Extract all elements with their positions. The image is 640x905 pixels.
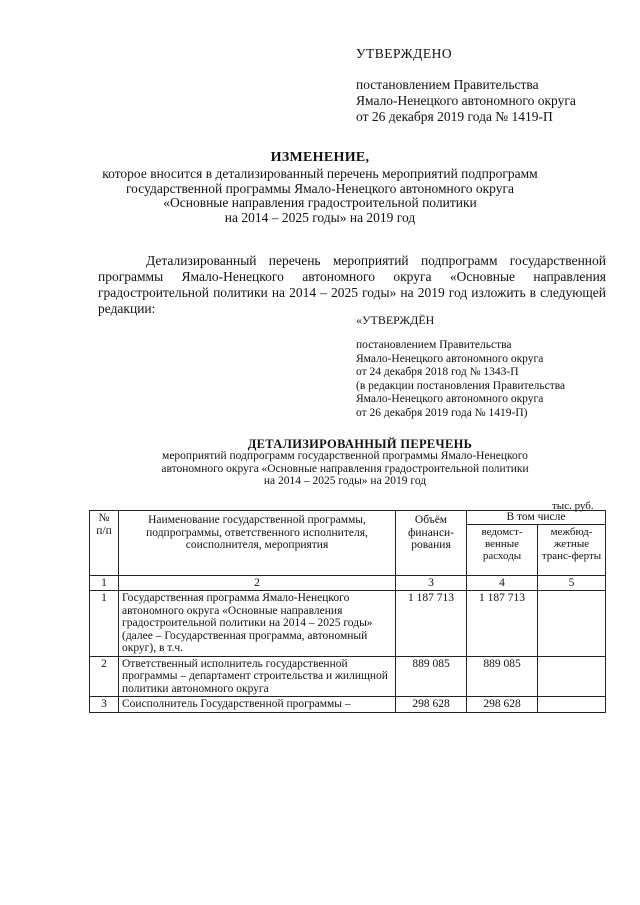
- approval-line: постановлением Правительства: [356, 77, 539, 92]
- row-volume: 1 187 713: [396, 591, 467, 657]
- body-paragraph-text: Детализированный перечень мероприятий подпрограмм государственной программы Ямало-Ненецкого автономного округа «Основные направления градостроительной политики на 2014 – 2025 годы» на 2019 год изложить в следующей редакции:: [98, 253, 606, 316]
- inner-approval-line: Ямало-Ненецкого автономного округа: [356, 352, 544, 365]
- row-dept-expenses: 298 628: [467, 697, 538, 713]
- inner-approval-heading: «УТВЕРЖДЁН: [356, 313, 435, 327]
- row-num: 3: [90, 697, 119, 713]
- row-num: 1: [90, 591, 119, 657]
- change-subtitle-line: государственной программы Ямало-Ненецкого автономного округа: [125, 180, 515, 196]
- approval-heading: УТВЕРЖДЕНО: [356, 46, 453, 61]
- table-row: [90, 697, 606, 713]
- body-paragraph: [98, 253, 606, 317]
- inner-approval-line: постановлением Правительства: [356, 339, 512, 351]
- column-number: 5: [538, 575, 606, 591]
- inner-approval-line: (в редакции постановления Правительства: [356, 379, 566, 392]
- units-label: тыс. руб.: [552, 500, 594, 512]
- list-subtitle-line: на 2014 – 2025 годы» на 2019 год: [263, 475, 427, 487]
- inner-approval-line: от 26 декабря 2019 года № 1419-П): [356, 406, 528, 419]
- row-name: Ответственный исполнитель государственной программы – департамент строительства и жилищной политики автономного округа: [119, 656, 396, 697]
- row-dept-expenses: 889 085: [467, 656, 538, 697]
- change-subtitle-line: на 2014 – 2025 годы» на 2019 год: [224, 209, 416, 225]
- change-title: ИЗМЕНЕНИЕ,: [270, 150, 370, 165]
- header-transfers: межбюд-жетные транс-ферты: [538, 524, 606, 575]
- row-transfers: [538, 697, 606, 713]
- header-num: № п/п: [90, 511, 119, 576]
- list-subtitle: [0, 450, 640, 488]
- column-number-row: [90, 575, 606, 591]
- table-row: [90, 656, 606, 697]
- header-volume: Объём финанси-рования: [396, 511, 467, 576]
- financing-table: [89, 510, 606, 713]
- change-subtitle-line: «Основные направления градостроительной политики: [163, 195, 477, 210]
- row-volume: 298 628: [396, 697, 467, 713]
- column-number: 3: [396, 575, 467, 591]
- header-including: В том числе: [467, 511, 606, 525]
- change-subtitle: [0, 167, 640, 225]
- change-subtitle-line: которое вносится в детализированный перечень мероприятий подпрограмм: [102, 166, 538, 181]
- header-dept-expenses: ведомст-венные расходы: [467, 524, 538, 575]
- list-subtitle-line: мероприятий подпрограмм государственной программы Ямало-Ненецкого: [162, 450, 528, 462]
- row-num: 2: [90, 656, 119, 697]
- row-dept-expenses: 1 187 713: [467, 591, 538, 657]
- inner-approval-line: Ямало-Ненецкого автономного округа: [356, 393, 544, 405]
- list-subtitle-line: автономного округа «Основные направления градостроительной политики: [161, 462, 529, 475]
- header-name: Наименование государственной программы, подпрограммы, ответственного исполнителя, соисполнителя, мероприятия: [119, 511, 396, 576]
- row-name: Государственная программа Ямало-Ненецкого автономного округа «Основные направления градостроительной политики на 2014 – 2025 годы» (далее – Государственная программа, автономный округ), в т.ч.: [119, 591, 396, 657]
- table-header-row: [90, 511, 606, 525]
- column-number: 2: [119, 575, 396, 591]
- column-number: 4: [467, 575, 538, 591]
- row-transfers: [538, 591, 606, 657]
- row-transfers: [538, 656, 606, 697]
- row-volume: 889 085: [396, 656, 467, 697]
- list-title: ДЕТАЛИЗИРОВАННЫЙ ПЕРЕЧЕНЬ: [247, 437, 473, 451]
- inner-approval-line: от 24 декабря 2018 год № 1343-П: [356, 366, 519, 378]
- approval-line: Ямало-Ненецкого автономного округа: [356, 93, 576, 108]
- inner-approval-details: [356, 339, 565, 420]
- approval-line: от 26 декабря 2019 года № 1419-П: [356, 109, 553, 124]
- column-number: 1: [90, 575, 119, 591]
- row-name: Соисполнитель Государственной программы –: [119, 697, 396, 713]
- table-row: [90, 591, 606, 657]
- approval-details: [356, 77, 576, 125]
